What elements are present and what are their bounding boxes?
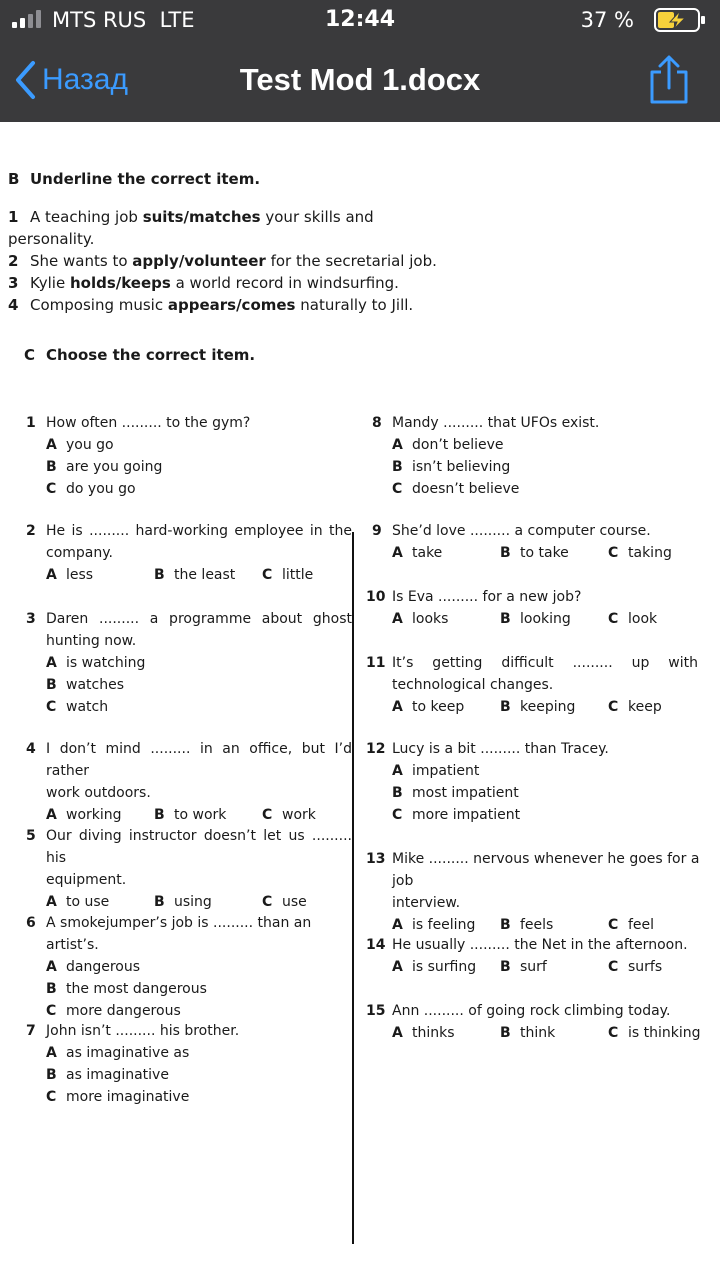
question-3: 3 Daren ......... a programme about ghost hunting now. A is watching B watches C watch (26, 611, 352, 715)
clock: 12:44 (324, 7, 396, 32)
battery-charging-icon (654, 8, 706, 32)
section-b-heading: B Underline the correct item. (8, 170, 261, 188)
question-11: 11 It’s getting difficult ......... up with technological changes. A to keep B keeping C keep (366, 655, 698, 715)
item-text: Composing music appears/comes naturally to Jill. (30, 296, 414, 314)
item-number: 3 (8, 274, 19, 292)
share-icon[interactable] (646, 54, 692, 106)
question-13: 13 Mike ......... nervous whenever he goes for a job interview. A is feeling B feels C feel (366, 851, 700, 933)
item-number: 1 (8, 208, 19, 226)
column-divider (352, 532, 354, 1244)
question-5: 5 Our diving instructor doesn’t let us ......... his equipment. A to use B using C use (26, 828, 352, 910)
item-number: 4 (8, 296, 19, 314)
item-text: Kylie holds/keeps a world record in windsurfing. (30, 274, 399, 292)
section-c (24, 346, 714, 382)
exercise-b-item (8, 272, 458, 294)
question-4: 4 I don’t mind ......... in an office, but I’d rather work outdoors. A working B to work C work (26, 741, 352, 823)
top-bar (0, 0, 720, 122)
question-7: 7 John isn’t ......... his brother. A as imaginative as B as imaginative C more imaginative (26, 1023, 240, 1105)
battery-percent: 37 % (580, 8, 634, 32)
status-bar (0, 0, 720, 40)
exercise-b-item (8, 294, 458, 316)
question-8: 8 Mandy ......... that UFOs exist. A don’t believe B isn’t believing C doesn’t believe (372, 415, 600, 497)
question-2: 2 He is ......... hard-working employee in the company. A less B the least C little (26, 523, 352, 583)
section-b (8, 170, 458, 316)
document-view[interactable] (0, 122, 720, 1280)
carrier-label: MTS RUS LTE (52, 8, 195, 32)
navigation-bar (0, 48, 720, 114)
item-number: 2 (8, 252, 19, 270)
exercise-b-item (8, 206, 458, 250)
exercise-b-item (8, 250, 458, 272)
item-text: A teaching job suits/matches your skills and personality. (8, 208, 374, 248)
question-9: 9 She’d love ......... a computer course. A take B to take C taking (372, 523, 672, 561)
item-text: She wants to apply/volunteer for the secretarial job. (30, 252, 437, 270)
question-6: 6 A smokejumper’s job is ......... than an artist’s. A dangerous B the most dangerous C more dangerous (26, 915, 312, 1019)
question-1: 1 How often ......... to the gym? A you go B are you going C do you go (26, 415, 251, 497)
section-c-heading: C Choose the correct item. (24, 346, 256, 364)
document-title: Test Mod 1.docx (239, 62, 481, 97)
question-12: 12 Lucy is a bit ......... than Tracey. A impatient B most impatient C more impatient (366, 741, 609, 823)
question-14: 14 He usually ......... the Net in the afternoon. A is surfing B surf C surfs (366, 937, 688, 975)
back-label: Назад (42, 63, 128, 96)
question-10: 10 Is Eva ......... for a new job? A looks B looking C look (366, 589, 658, 627)
question-15: 15 Ann ......... of going rock climbing today. A thinks B think C is thinking (366, 1003, 701, 1041)
